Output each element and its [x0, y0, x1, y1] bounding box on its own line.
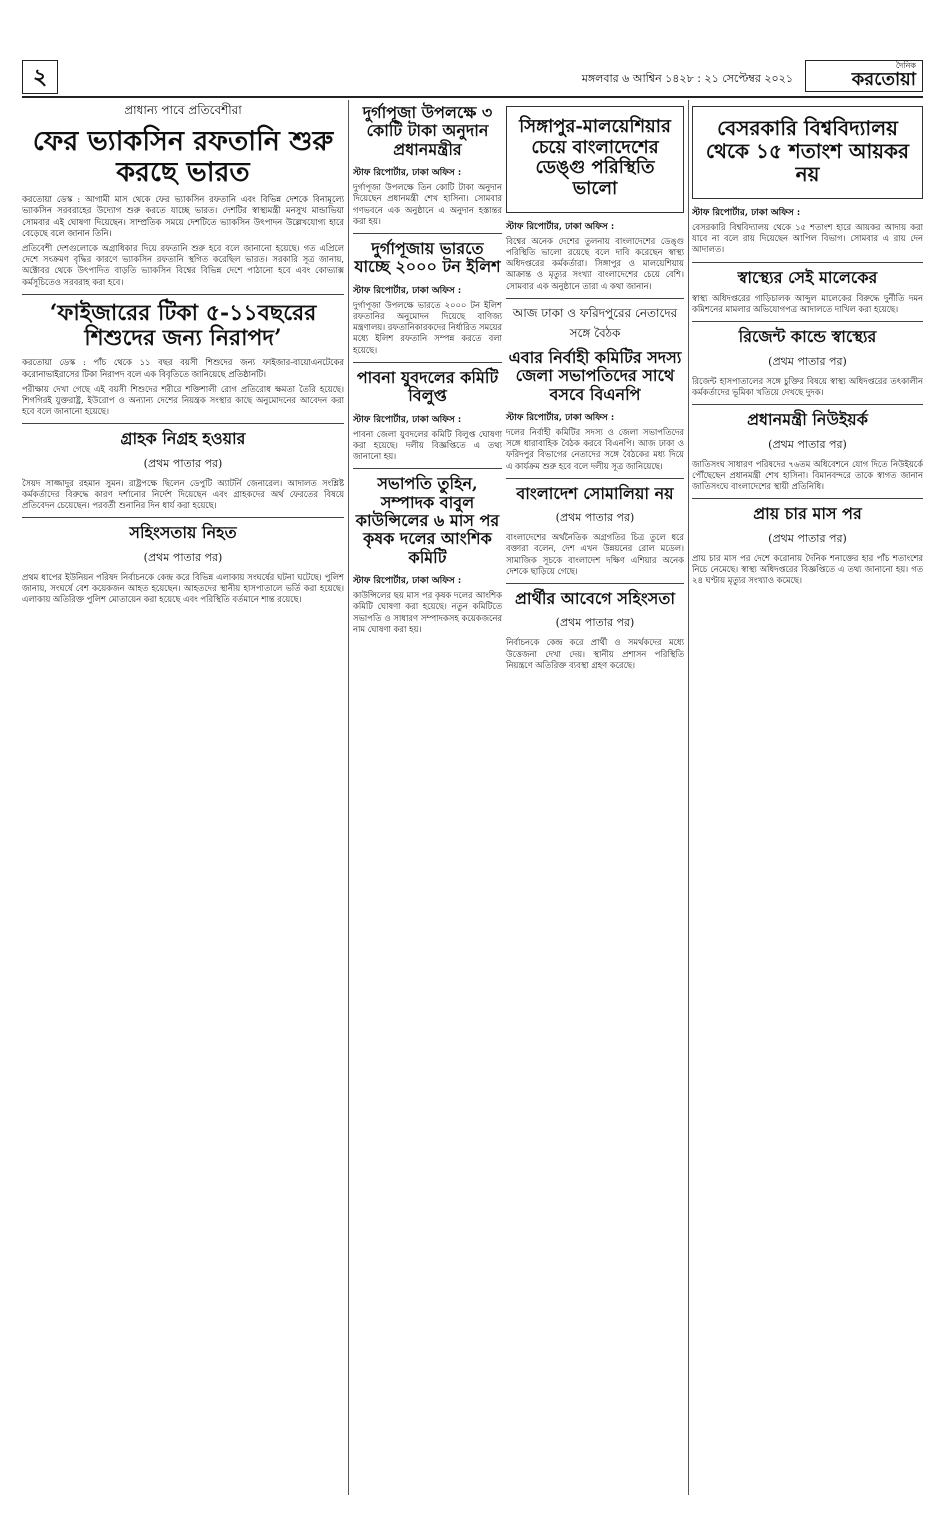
- byline: স্টাফ রিপোর্টার, ঢাকা অফিস :: [506, 412, 615, 423]
- kicker: আজ ঢাকা ও ফরিদপুরের নেতাদের সঙ্গে বৈঠক: [512, 305, 678, 340]
- headline: ‘ফাইজারের টিকা ৫-১১বছরের শিশুদের জন্য নিরাপদ’: [49, 299, 317, 352]
- continuation-note: (প্রথম পাতার পর): [768, 531, 847, 545]
- column-rule: [348, 100, 349, 1495]
- article-body: বাংলাদেশের অর্থনৈতিক অগ্রগতির চিত্র তুলে ধরে বক্তারা বলেন, দেশ এখন উন্নয়নের রোল মডেল। সামাজিক সূচকে বাংলাদেশ দক্ষিণ এশিয়ার অনেক দেশকে ছাড়িয়ে গেছে।: [506, 532, 684, 576]
- article-body: পরীক্ষায় দেখা গেছে এই বয়সী শিশুদের শরীরে শক্তিশালী রোগ প্রতিরোধ ক্ষমতা তৈরি হয়েছে। শিগগিরই যুক্তরাষ্ট্র, ইউরোপ ও অন্যান্য দেশের নিয়ন্ত্রক সংস্থার কাছে অনুমোদনের আবেদন করা হবে বলে জানানো হয়েছে।: [22, 383, 344, 417]
- byline: স্টাফ রিপোর্টার, ঢাকা অফিস :: [353, 576, 462, 587]
- newspaper-logo: [805, 60, 923, 92]
- article-body: সৈয়দ সাজ্জাদুর রহমান সুমন। রাষ্ট্রপক্ষে ছিলেন ডেপুটি অ্যাটর্নি জেনারেল। আদালত সংশ্লিষ্ট কর্মকর্তাদের বিরুদ্ধে কারণ দর্শানোর নির্দেশ দিয়েছেন এবং গ্রাহকদের অর্থ ফেরতের বিষয়ে প্রতিবেদন চেয়েছেন। পরবর্তী শুনানির দিন ধার্য করা হয়েছে।: [22, 477, 344, 511]
- article-body: নির্বাচনকে কেন্দ্র করে প্রার্থী ও সমর্থকদের মধ্যে উত্তেজনা দেখা দেয়। স্থানীয় প্রশাসন পরিস্থিতি নিয়ন্ত্রণে অতিরিক্ত ব্যবস্থা গ্রহণ করেছে।: [506, 637, 684, 670]
- article-body: প্রতিবেশী দেশগুলোকে অগ্রাধিকার দিয়ে রফতানি শুরু হবে বলে জানানো হয়েছে। গত এপ্রিলে দেশে সংক্রমণ বৃদ্ধির কারণে ভ্যাকসিন রফতানি স্থগিত করেছিল ভারত। সরকারি সূত্র জানায়, অক্টোবর থেকে উৎপাদিত বাড়তি ভ্যাকসিন বিশ্বের বিভিন্ন দেশে পাঠানো হবে এবং কোভ্যাক্স কর্মসূচিতেও সরবরাহ করা হবে।: [22, 242, 344, 287]
- headline: দুর্গাপূজা উপলক্ষে ৩ কোটি টাকা অনুদান প্রধানমন্ত্রীর: [362, 103, 493, 159]
- headline: ফের ভ্যাকসিন রফতানি শুরু করছে ভারত: [32, 126, 334, 189]
- byline: স্টাফ রিপোর্টার, ঢাকা অফিস :: [353, 414, 462, 425]
- headline: প্রার্থীর আবেগে সহিংসতা: [514, 588, 676, 608]
- continuation-note: (প্রথম পাতার পর): [768, 354, 847, 368]
- headline: দুর্গাপূজায় ভারতে যাচ্ছে ২০০০ টন ইলিশ: [354, 238, 501, 277]
- article-body: দুর্গাপূজা উপলক্ষে তিন কোটি টাকা অনুদান দিয়েছেন প্রধানমন্ত্রী শেখ হাসিনা। সোমবার গণভবনে এক অনুষ্ঠানে এ অনুদান হস্তান্তর করা হয়।: [353, 182, 502, 226]
- column-3: [353, 100, 684, 1495]
- headline: গ্রাহক নিগ্রহ হওয়ার: [120, 429, 246, 449]
- headline: সিঙ্গাপুর-মালয়েশিয়ার চেয়ে বাংলাদেশের ডেঙ্গু পরিস্থিতি ভালো: [519, 116, 671, 200]
- article-lead: করতোয়া ডেস্ক : আগামী মাস থেকে ফের ভ্যাকসিন রফতানি এবং বিভিন্ন দেশকে বিনামূল্যে ভ্যাকসিন সরবরাহের উদ্যোগ শুরু করতে যাচ্ছে ভারত। দেশটির স্বাস্থ্যমন্ত্রী মনসুখ মান্ডাভিয়া সোমবার এই ঘোষণা দিয়েছেন। সাম্প্রতিক সময়ে দেশটিতে ভ্যাকসিন উৎপাদন উল্লেখযোগ্য হারে বেড়েছে বলে জানান তিনি।: [22, 194, 344, 238]
- continuation-note: (প্রথম পাতার পর): [555, 616, 635, 630]
- headline: পাবনা যুবদলের কমিটি বিলুপ্ত: [356, 367, 499, 406]
- column-3-main: [506, 100, 684, 676]
- headline: রিজেন্ট কান্ডে স্বাস্থ্যের: [738, 327, 877, 347]
- byline: স্টাফ রিপোর্টার, ঢাকা অফিস :: [506, 221, 615, 232]
- continuation-note: (প্রথম পাতার পর): [555, 511, 635, 525]
- page-number: ২: [22, 60, 58, 94]
- headline: বেসরকারি বিশ্ববিদ্যালয় থেকে ১৫ শতাংশ আয়কর নয়: [705, 116, 910, 186]
- article-body: রিজেন্ট হাসপাতালের সঙ্গে চুক্তির বিষয়ে স্বাস্থ্য অধিদপ্তরের তৎকালীন কর্মকর্তাদের ভূমিকা খতিয়ে দেখছে দুদক।: [692, 375, 923, 397]
- headline: প্রধানমন্ত্রী নিউইয়র্ক: [747, 410, 868, 430]
- article-body: বেসরকারি বিশ্ববিদ্যালয় থেকে ১৫ শতাংশ হারে আয়কর আদায় করা যাবে না বলে রায় দিয়েছেন আপিল বিভাগ। সোমবার এ রায় দেন আদালত।: [692, 222, 923, 255]
- article-body: স্বাস্থ্য অধিদপ্তরের গাড়িচালক আব্দুল মালেকের বিরুদ্ধে দুর্নীতি দমন কমিশনের মামলার অভিযোগপত্র আদালতে দাখিল করা হয়েছে।: [692, 293, 923, 315]
- headline: প্রায় চার মাস পর: [753, 504, 862, 524]
- byline: স্টাফ রিপোর্টার, ঢাকা অফিস :: [692, 208, 801, 218]
- article-body: প্রায় চার মাস পর দেশে করোনায় দৈনিক শনাক্তের হার পাঁচ শতাংশের নিচে নেমেছে। স্বাস্থ্য অধিদপ্তরের বিজ্ঞপ্তিতে এ তথ্য জানানো হয়। গত ২৪ ঘণ্টায় মৃত্যুর সংখ্যাও কমেছে।: [692, 552, 923, 585]
- logo-small: দৈনিক: [895, 61, 916, 70]
- column-2: [353, 100, 502, 676]
- headline: সভাপতি তুহিন, সম্পাদক বাবুল কাউন্সিলের ৬ মাস পর কৃষক দলের আংশিক কমিটি: [355, 474, 500, 567]
- continuation-note: (প্রথম পাতার পর): [768, 437, 847, 451]
- byline: স্টাফ রিপোর্টার, ঢাকা অফিস :: [353, 285, 462, 296]
- column-rule: [688, 100, 689, 1495]
- headline: বাংলাদেশ সোমালিয়া নয়: [516, 483, 674, 503]
- article-body: পাবনা জেলা যুবদলের কমিটি বিলুপ্ত ঘোষণা করা হয়েছে। দলীয় বিজ্ঞপ্তিতে এ তথ্য জানানো হয়।: [353, 428, 502, 461]
- article-body: প্রথম ধাপের ইউনিয়ন পরিষদ নির্বাচনকে কেন্দ্র করে বিভিন্ন এলাকায় সংঘর্ষের ঘটনা ঘটেছে। পুলিশ জানায়, সংঘর্ষে বেশ কয়েকজন আহত হয়েছেন। আহতদের স্থানীয় হাসপাতালে ভর্তি করা হয়েছে। এলাকায় অতিরিক্ত পুলিশ মোতায়েন করা হয়েছে এবং পরিস্থিতি বর্তমানে শান্ত রয়েছে।: [22, 571, 344, 605]
- column-5: [692, 100, 923, 1495]
- kicker: প্রাধান্য পাবে প্রতিবেশীরা: [124, 103, 242, 117]
- column-1: [22, 100, 344, 1495]
- byline: স্টাফ রিপোর্টার, ঢাকা অফিস :: [353, 168, 462, 179]
- date-line: মঙ্গলবার ৬ আশ্বিন ১৪২৮ : ২১ সেপ্টেম্বর ২০২১: [581, 72, 793, 85]
- article-body: কাউন্সিলের ছয় মাস পর কৃষক দলের আংশিক কমিটি ঘোষণা করা হয়েছে। নতুন কমিটিতে সভাপতি ও সাধারণ সম্পাদকসহ কয়েকজনের নাম ঘোষণা করা হয়।: [353, 590, 502, 634]
- article-body: বিশ্বের অনেক দেশের তুলনায় বাংলাদেশের ডেঙ্গু পরিস্থিতি ভালো রয়েছে বলে দাবি করেছেন স্বাস্থ্য অধিদপ্তরের কর্মকর্তারা। সিঙ্গাপুর ও মালয়েশিয়ায় আক্রান্ত ও মৃত্যুর সংখ্যা বাংলাদেশের চেয়ে বেশি। সোমবার এক অনুষ্ঠানে তারা এ কথা জানান।: [506, 235, 684, 291]
- continuation-note: (প্রথম পাতার পর): [143, 550, 223, 564]
- headline: এবার নির্বাহী কমিটির সদস্য জেলা সভাপতিদের সাথে বসবে বিএনপি: [508, 347, 682, 404]
- headline: সহিংসতায় নিহত: [129, 523, 237, 543]
- continuation-note: (প্রথম পাতার পর): [143, 456, 223, 470]
- article-body: জাতিসংঘ সাধারণ পরিষদের ৭৬তম অধিবেশনে যোগ দিতে নিউইয়র্কে পৌঁছেছেন প্রধানমন্ত্রী শেখ হাসিনা। বিমানবন্দরে তাকে স্বাগত জানান জাতিসংঘে বাংলাদেশের স্থায়ী প্রতিনিধি।: [692, 458, 923, 491]
- article-body: দলের নির্বাহী কমিটির সদস্য ও জেলা সভাপতিদের সঙ্গে ধারাবাহিক বৈঠক করবে বিএনপি। আজ ঢাকা ও ফরিদপুর বিভাগের নেতাদের সঙ্গে বৈঠকের মধ্য দিয়ে এ কার্যক্রম শুরু হবে বলে দলীয় সূত্র জানিয়েছে।: [506, 426, 684, 471]
- article-lead: করতোয়া ডেস্ক : পাঁচ থেকে ১১ বছর বয়সী শিশুদের জন্য ফাইজার-বায়োএনটেকের করোনাভাইরাসের টিকা নিরাপদ বলে এক বিবৃতিতে জানিয়েছে প্রতিষ্ঠানটি।: [22, 357, 344, 379]
- article-body: দুর্গাপূজা উপলক্ষে ভারতে ২০০০ টন ইলিশ রফতানির অনুমোদন দিয়েছে বাণিজ্য মন্ত্রণালয়। রফতানিকারকদের নির্ধারিত সময়ের মধ্যে ইলিশ রফতানি সম্পন্ন করতে বলা হয়েছে।: [353, 299, 502, 355]
- headline: স্বাস্থ্যের সেই মালেকের: [737, 267, 878, 287]
- logo-name: করতোয়া: [851, 69, 916, 90]
- masthead: [22, 58, 923, 98]
